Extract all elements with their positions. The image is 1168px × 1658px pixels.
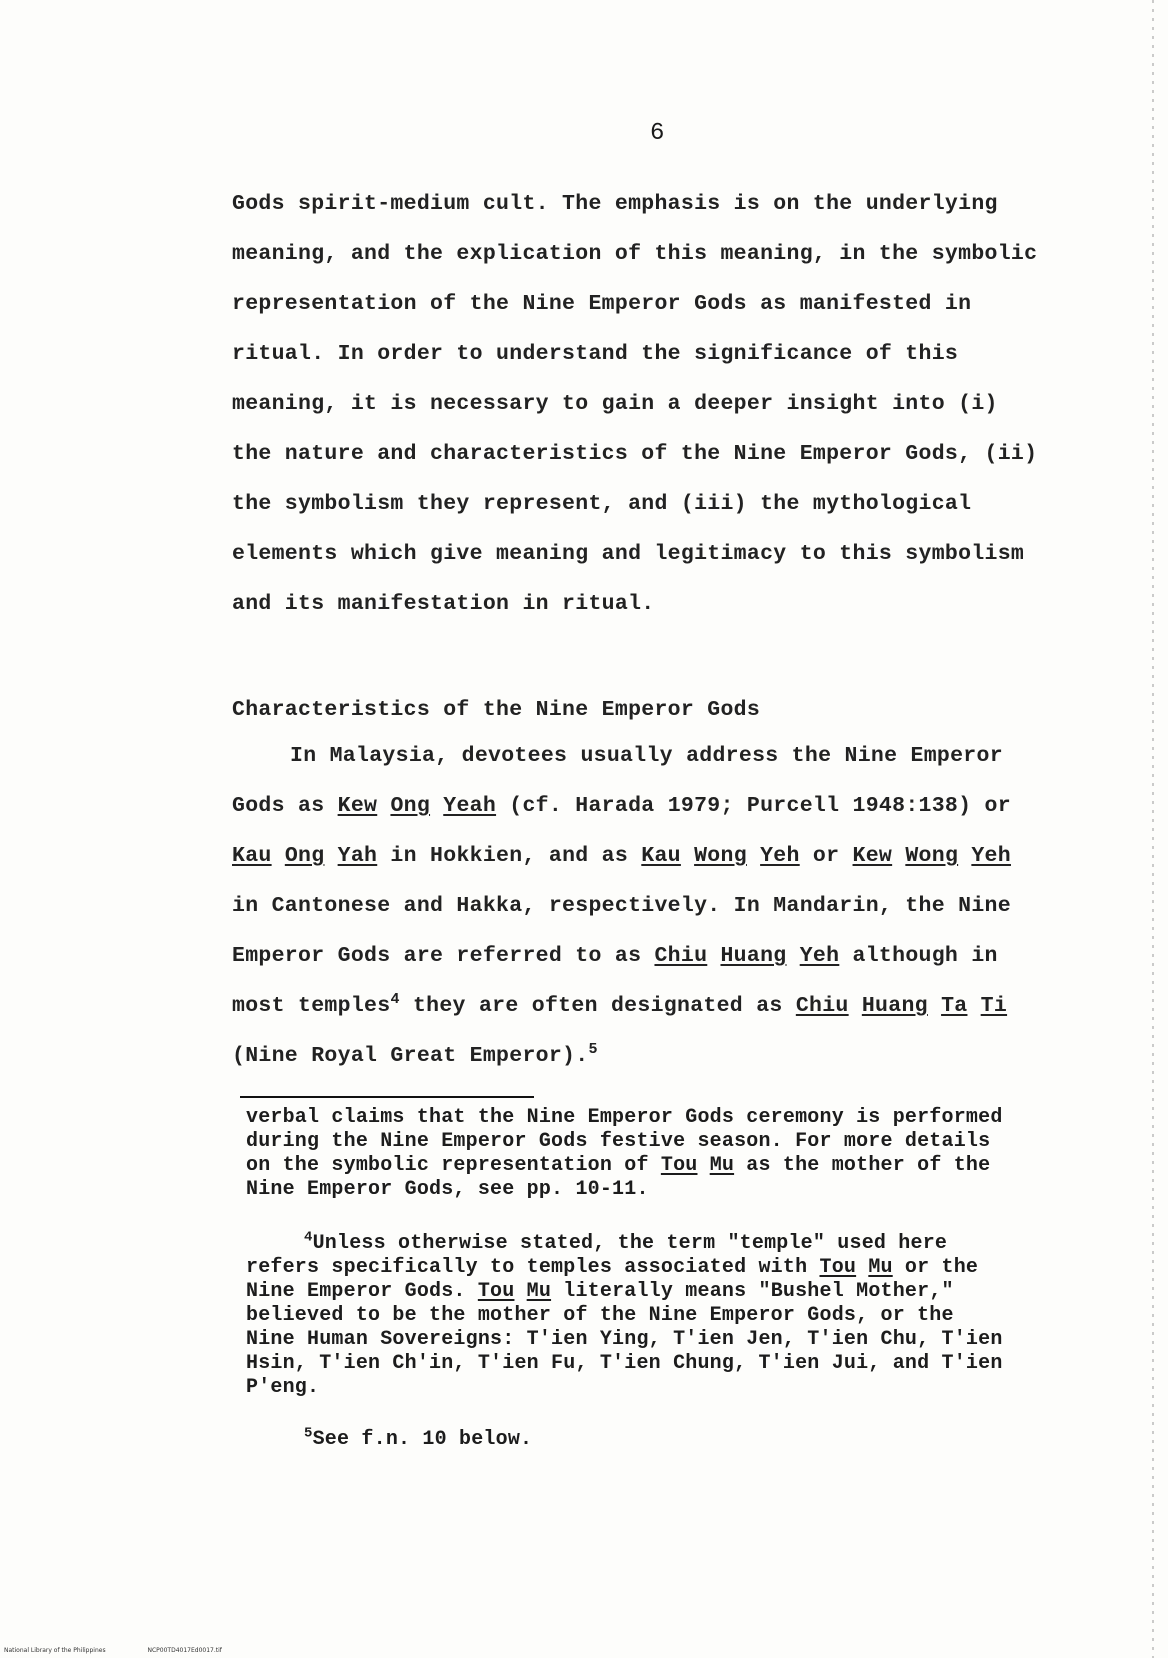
footnote-5: $^5$See f.n. 10 below. [304,1425,533,1451]
romanized-term: Mu [868,1256,893,1279]
footnote-line: believed to be the mother of the Nine Emperor Gods, or the [246,1304,954,1327]
text-line: In Malaysia, devotees usually address the Nine Emperor [290,744,1003,768]
romanized-term: Tou [819,1256,857,1279]
romanized-term: Yah [337,844,378,868]
footnote-number: 4 [304,1229,313,1246]
romanized-term: Chiu [654,944,708,968]
page-number: 6 [650,120,665,147]
text-line: Gods spirit-medium cult. The emphasis is on the underlying [232,192,998,216]
romanized-term: Yeh [971,844,1011,868]
romanized-term: Yeh [760,844,800,868]
romanized-term: Wong [694,844,747,868]
text-line: and its manifestation in ritual. [232,592,655,616]
footnote-number: 5 [304,1425,313,1442]
text-line: meaning, and the explication of this meaning, in the symbolic [232,242,1038,266]
romanized-term: Yeah [443,794,497,818]
footnote-line: verbal claims that the Nine Emperor Gods ceremony is performed [246,1106,1003,1129]
romanized-term: Wong [905,844,959,868]
text-line: Kau Ong Yah in Hokkien, and as Kau Wong Yeh or Kew Wong Yeh [232,844,1011,868]
romanized-term: Ti [980,994,1008,1018]
text-line: (Nine Royal Great Emperor).$^5$ [232,1040,598,1068]
text-line: most temples$^4$ they are often designated as Chiu Huang Ta Ti [232,990,1008,1018]
footnote-ref: 4 [390,990,400,1008]
binding-edge-marks [1152,0,1154,1658]
romanized-term: Ta [941,994,968,1018]
text-line: elements which give meaning and legitimacy to this symbolism [232,542,1025,566]
romanized-term: Ong [390,794,431,818]
romanized-term: Chiu [795,994,849,1018]
section-heading: Characteristics of the Nine Emperor Gods [232,698,761,722]
text-line: Emperor Gods are referred to as Chiu Huang Yeh although in [232,944,998,968]
text-line: meaning, it is necessary to gain a deeper insight into (i) [232,392,998,416]
footnote-ref: 5 [588,1040,598,1058]
text-line: Gods as Kew Ong Yeah (cf. Harada 1979; Purcell 1948:138) or [232,794,1011,818]
text-line: in Cantonese and Hakka, respectively. In Mandarin, the Nine [232,894,1011,918]
romanized-term: Kew [852,844,893,868]
romanized-term: Tou [660,1154,698,1177]
romanized-term: Huang [720,944,787,968]
romanized-term: Huang [861,994,928,1018]
footnote-4: $^4$Unless otherwise stated, the term "temple" used here [304,1229,948,1255]
footnote-line: refers specifically to temples associated with Tou Mu or the [246,1256,979,1279]
footnote-line: Nine Emperor Gods, see pp. 10-11. [246,1178,649,1201]
file-name: NCP00TD4017Ed0017.tif [147,1647,222,1654]
footnote-line: P'eng. [246,1376,320,1399]
scan-caption [4,1647,262,1654]
romanized-term: Tou [477,1280,515,1303]
text-line: the nature and characteristics of the Nine Emperor Gods, (ii) [232,442,1038,466]
footnote-line: Nine Emperor Gods. Tou Mu literally means "Bushel Mother," [246,1280,954,1303]
romanized-term: Yeh [799,944,840,968]
text-line: the symbolism they represent, and (iii) the mythological [232,492,972,516]
romanized-term: Mu [709,1154,735,1177]
romanized-term: Kau [232,844,272,868]
text-line: representation of the Nine Emperor Gods as manifested in [232,292,972,316]
footnote-line: Hsin, T'ien Ch'in, T'ien Fu, T'ien Chung, T'ien Jui, and T'ien [246,1352,1003,1375]
romanized-term: Ong [284,844,325,868]
romanized-term: Kew [337,794,378,818]
romanized-term: Kau [641,844,681,868]
text-line: ritual. In order to understand the significance of this [232,342,959,366]
library-name: National Library of the Philippines [4,1647,106,1654]
romanized-term: Mu [526,1280,552,1303]
footnote-rule [240,1096,534,1098]
footnote-line: during the Nine Emperor Gods festive season. For more details [246,1130,991,1153]
footnote-line: Nine Human Sovereigns: T'ien Ying, T'ien Jen, T'ien Chu, T'ien [246,1328,1003,1351]
footnote-line: on the symbolic representation of Tou Mu as the mother of the [246,1154,991,1177]
